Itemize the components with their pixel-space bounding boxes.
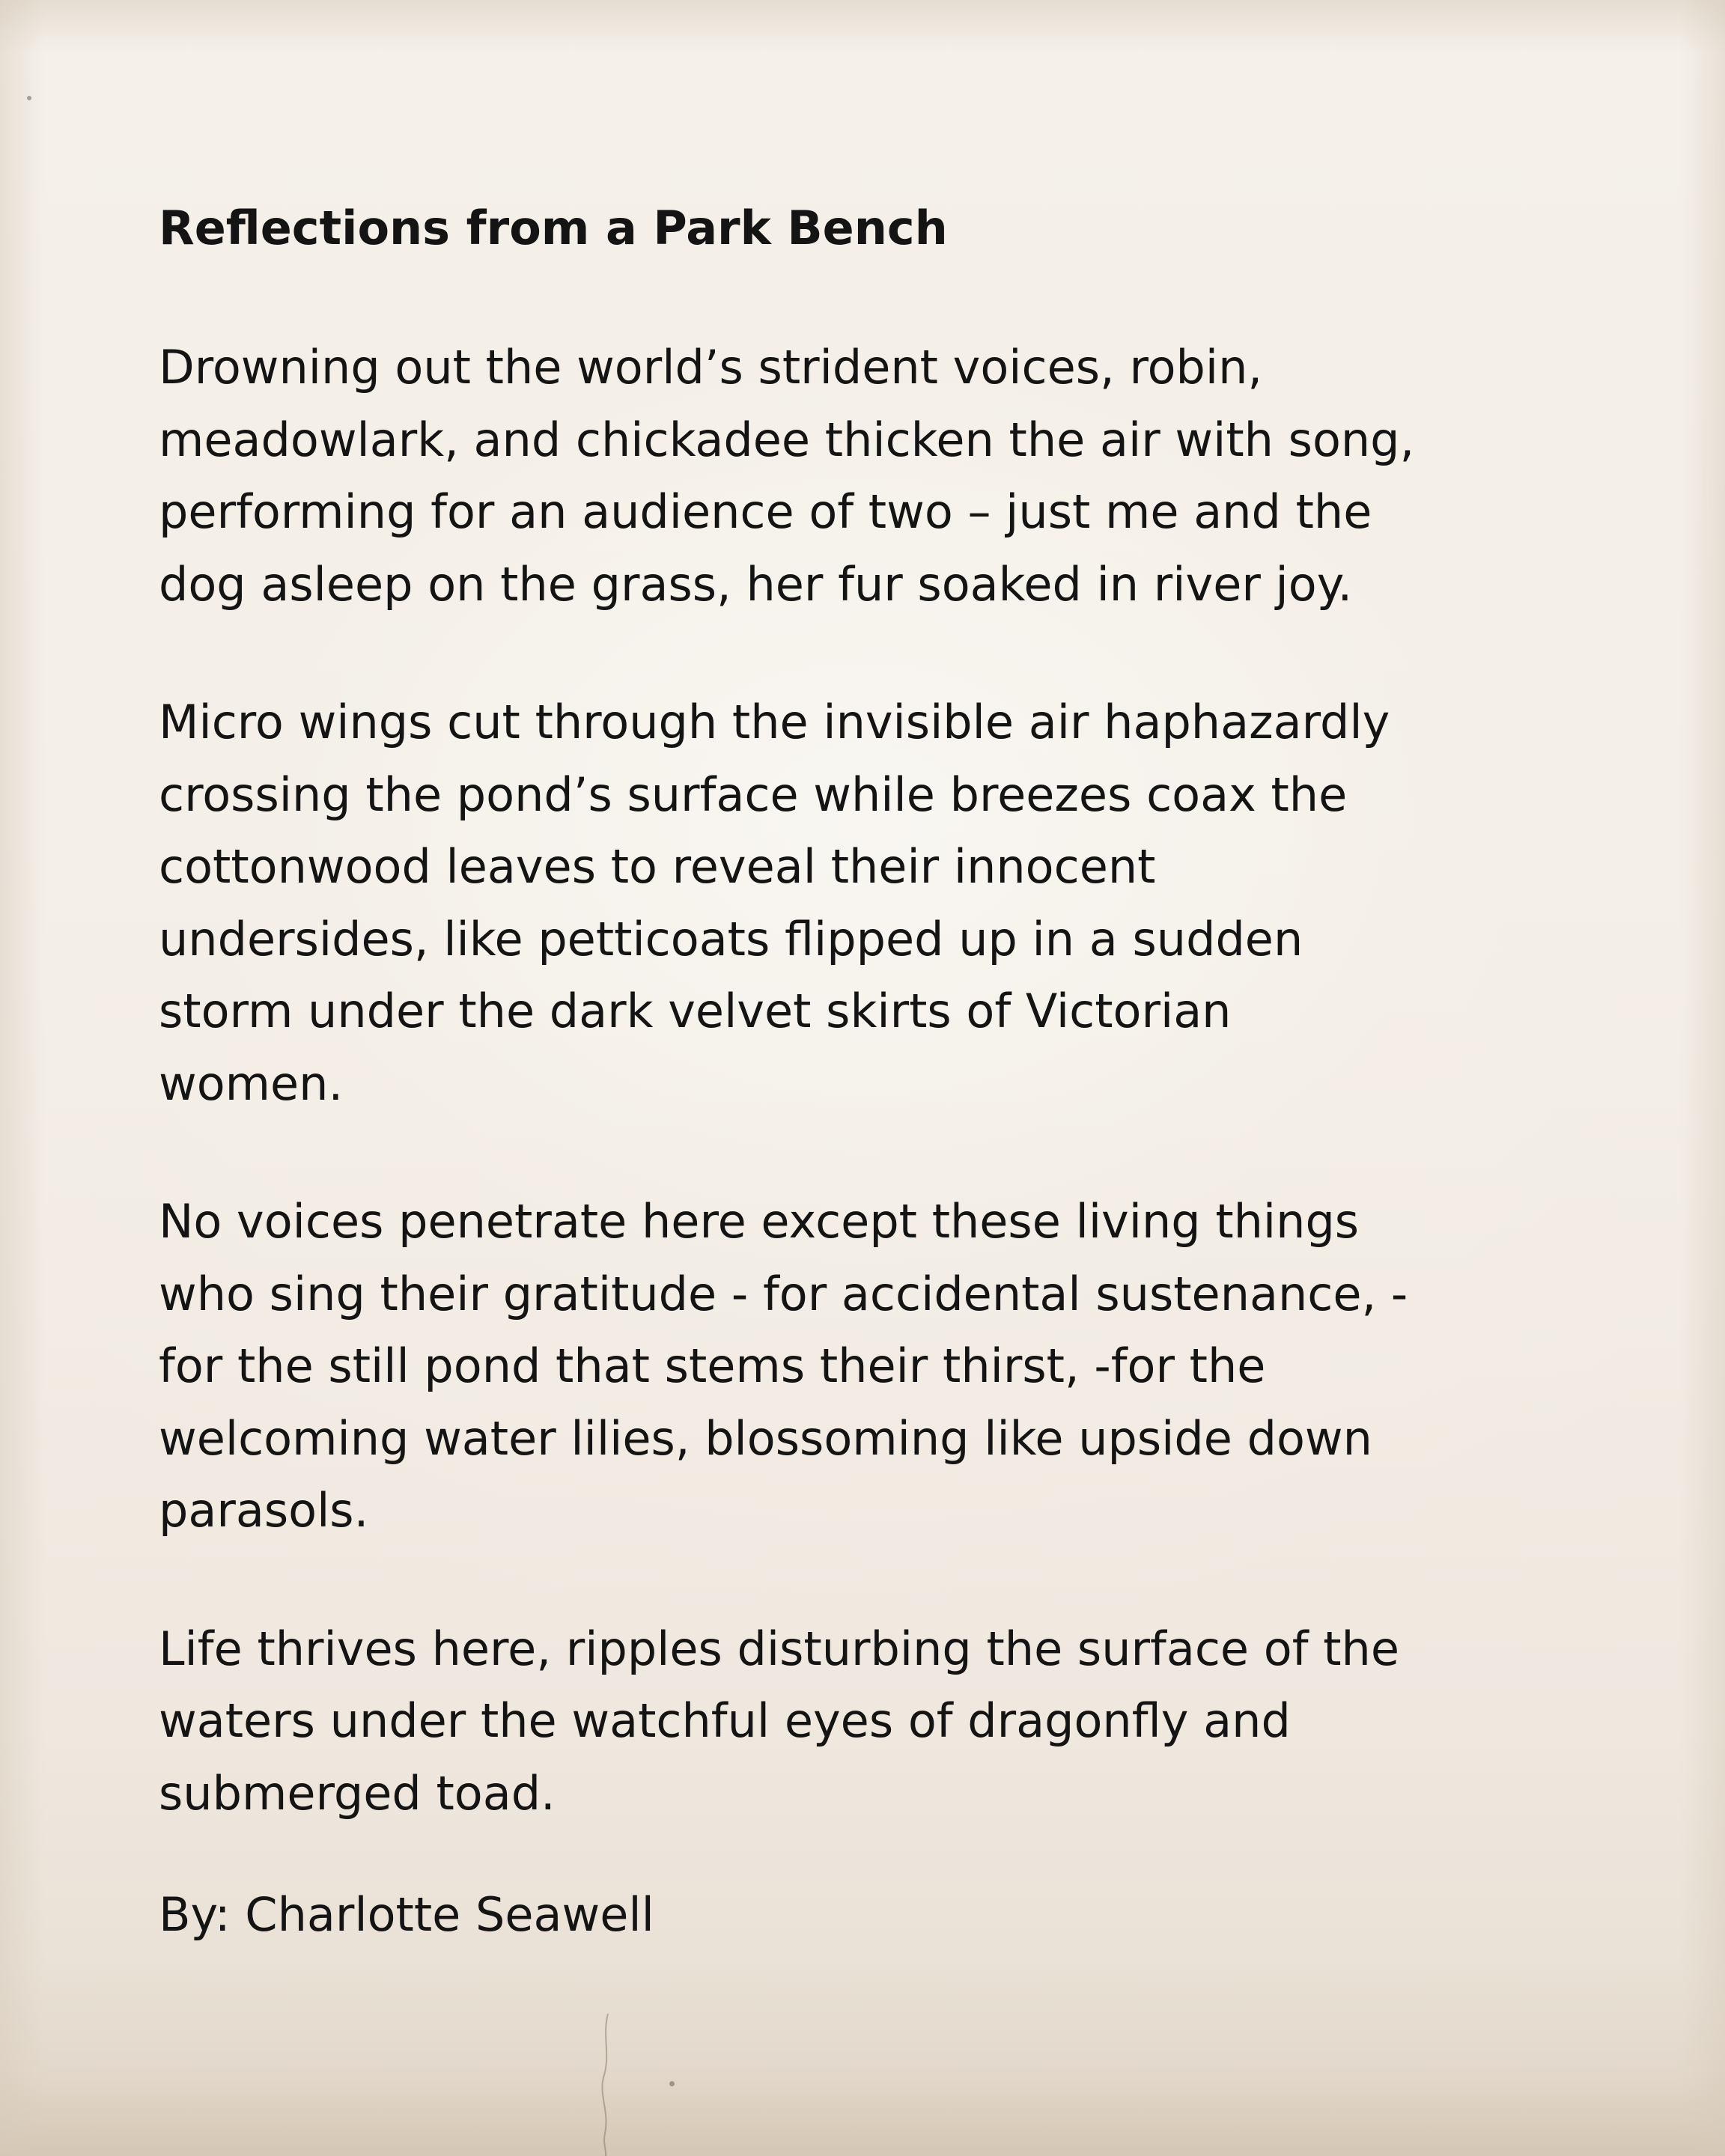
poem-line: Drowning out the world’s strident voices, robin, (159, 340, 1263, 395)
poem-line: for the still pond that stems their thirst, -for the (159, 1339, 1266, 1393)
poem-line: welcoming water lilies, blossoming like upside down (159, 1410, 1372, 1466)
poem-document (159, 191, 1581, 1952)
poem-line: dog asleep on the grass, her fur soaked in river joy. (159, 556, 1353, 612)
poem-title: Reflections from a Park Bench (159, 201, 948, 255)
aged-left-edge (0, 0, 45, 2156)
poem-line: submerged toad. (159, 1765, 556, 1821)
stanza-1 (159, 332, 1581, 621)
poem-line: parasols. (159, 1483, 369, 1538)
paper-speck (669, 2081, 675, 2086)
aged-top-edge (0, 0, 1725, 52)
poem-line: storm under the dark velvet skirts of Victorian (159, 984, 1232, 1038)
poem-line: No voices penetrate here except these living things (159, 1194, 1360, 1249)
stanza-4 (159, 1613, 1581, 1830)
stanza-2 (159, 686, 1581, 1120)
poem-line: waters under the watchful eyes of dragonfly and (159, 1693, 1291, 1748)
paper-speck (27, 96, 31, 100)
poem-line: Life thrives here, ripples disturbing the surface of the (159, 1621, 1399, 1676)
poem-line: Micro wings cut through the invisible air haphazardly (159, 695, 1390, 749)
stanza-3 (159, 1186, 1581, 1547)
author-byline: By: Charlotte Seawell (159, 1887, 654, 1942)
poem-line: undersides, like petticoats flipped up in a sudden (159, 911, 1303, 966)
poem-line: who sing their gratitude - for accidental sustenance, - (159, 1266, 1408, 1321)
paper-crease (591, 2014, 621, 2156)
poem-line: crossing the pond’s surface while breezes coax the (159, 767, 1348, 822)
aged-right-edge (1680, 0, 1725, 2156)
poem-line: women. (159, 1056, 344, 1111)
poem-line: meadowlark, and chickadee thicken the air with song, (159, 412, 1415, 467)
aged-bottom-edge (0, 1961, 1725, 2156)
poem-line: cottonwood leaves to reveal their innocent (159, 839, 1156, 894)
poem-line: performing for an audience of two – just me and the (159, 484, 1372, 539)
